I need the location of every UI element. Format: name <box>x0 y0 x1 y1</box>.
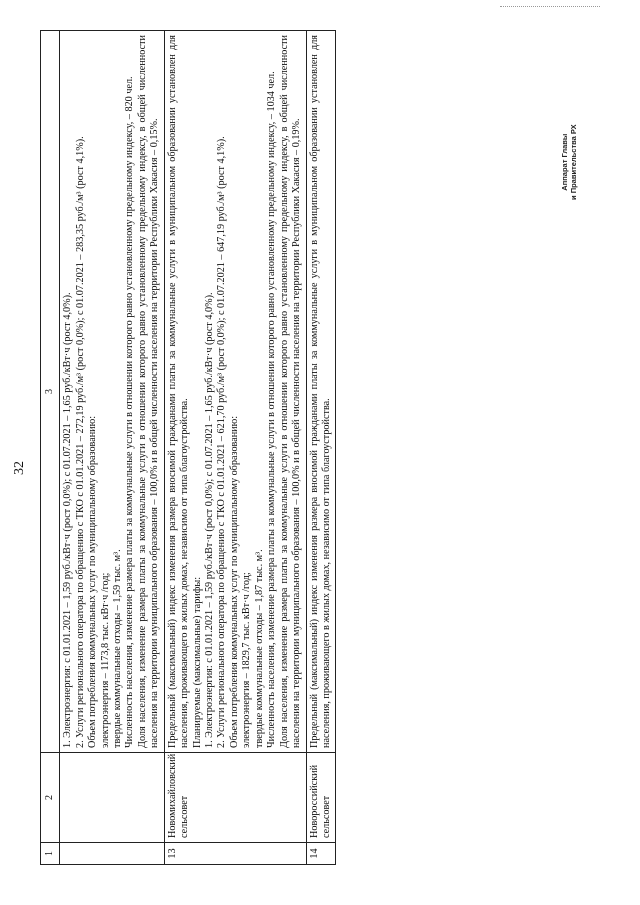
text-line: Предельный (максимальный) индекс изменения размера вносимой гражданами платы за коммунальные услуги в муниципальном образовании установлен для населения, проживающего в жилых домах, независимо от типа благоустройства. <box>308 35 332 748</box>
stamp-line: и Правительства РХ <box>569 124 578 200</box>
text-line: Доля населения, изменение размера платы за коммунальные услуги в отношении которого равно установленному предельному индексу, в общей численности населения на территории муниципального образования – 100,0% и в общей численности населения на территории Республики Хакасия – 0,19%. <box>278 35 303 748</box>
row-number: 13 <box>164 843 306 865</box>
scan-edge-mark <box>500 5 600 7</box>
stamp <box>560 124 578 200</box>
text-line: 2. Услуги регионального оператора по обращению с ТКО с 01.01.2021 – 272,19 руб./м³ (рост 0,0%); с 01.07.2021 – 283,35 руб./м³ (рост 4,1%). <box>74 136 86 748</box>
municipality-name: Новороссийский сельсовет <box>306 753 336 843</box>
stamp-line: Аппарат Главы <box>560 133 569 191</box>
text-line: Численность населения, изменение размера платы за коммунальные услуги в отношении которого равно установленному предельному индексу, – 820 чел. <box>124 76 136 748</box>
header-col-2: 2 <box>41 753 60 843</box>
header-col-3: 3 <box>41 31 60 753</box>
text-line: электроэнергия – 1829,7 тыс. кВт·ч /год; <box>241 572 253 748</box>
table-row <box>60 31 165 865</box>
page-number: 32 <box>12 461 27 475</box>
text-line: Доля населения, изменение размера платы за коммунальные услуги в отношении которого равно установленному предельному индексу, в общей численности населения на территории муниципального образования – 100,0% и в общей численности населения на территории Республики Хакасия – 0,15%. <box>136 35 161 748</box>
tariff-table <box>40 30 336 865</box>
row-description <box>60 31 165 753</box>
municipality-name: Новомихайловский сельсовет <box>164 753 306 843</box>
text-line: 2. Услуги регионального оператора по обращению с ТКО с 01.01.2021 – 621,70 руб./м³ (рост 0,0%); с 01.07.2021 – 647,19 руб./м³ (рост 4,1%). <box>216 136 228 748</box>
row-description <box>306 31 336 753</box>
text-line: Предельный (максимальный) индекс изменения размера вносимой гражданами платы за коммунальные услуги в муниципальном образовании установлен для населения, проживающего в жилых домах, независимо от типа благоустройства. <box>166 35 191 748</box>
text-line: Планируемые (максимальные) тарифы: <box>191 576 203 748</box>
municipality-name <box>60 753 165 843</box>
row-description <box>164 31 306 753</box>
text-line: 1. Электроэнергия: с 01.01.2021 – 1,59 руб./кВт·ч (рост 0,0%); с 01.07.2021 – 1,65 руб./кВт·ч (рост 4,0%). <box>204 292 215 748</box>
text-line: Объем потребления коммунальных услуг по муниципальному образованию: <box>228 415 240 748</box>
text-line: твердые коммунальные отходы – 1,59 тыс. м³. <box>111 549 123 748</box>
text-line: 1. Электроэнергия: с 01.01.2021 – 1,59 руб./кВт·ч (рост 0,0%); с 01.07.2021 – 1,65 руб./кВт·ч (рост 4,0%). <box>62 292 74 748</box>
text-line: электроэнергия – 1173,8 тыс. кВт·ч /год; <box>99 572 111 748</box>
row-number: 14 <box>306 843 336 865</box>
table-header-row <box>41 31 60 865</box>
text-line: Численность населения, изменение размера платы за коммунальные услуги в отношении которого равно установленному предельному индексу, – 1034 чел. <box>266 71 278 748</box>
row-number <box>60 843 165 865</box>
text-line: твердые коммунальные отходы – 1,87 тыс. м³. <box>253 549 265 748</box>
table-row <box>306 31 336 865</box>
header-col-1: 1 <box>41 843 60 865</box>
text-line: Объем потребления коммунальных услуг по муниципальному образованию: <box>87 415 99 748</box>
table-row <box>164 31 306 865</box>
